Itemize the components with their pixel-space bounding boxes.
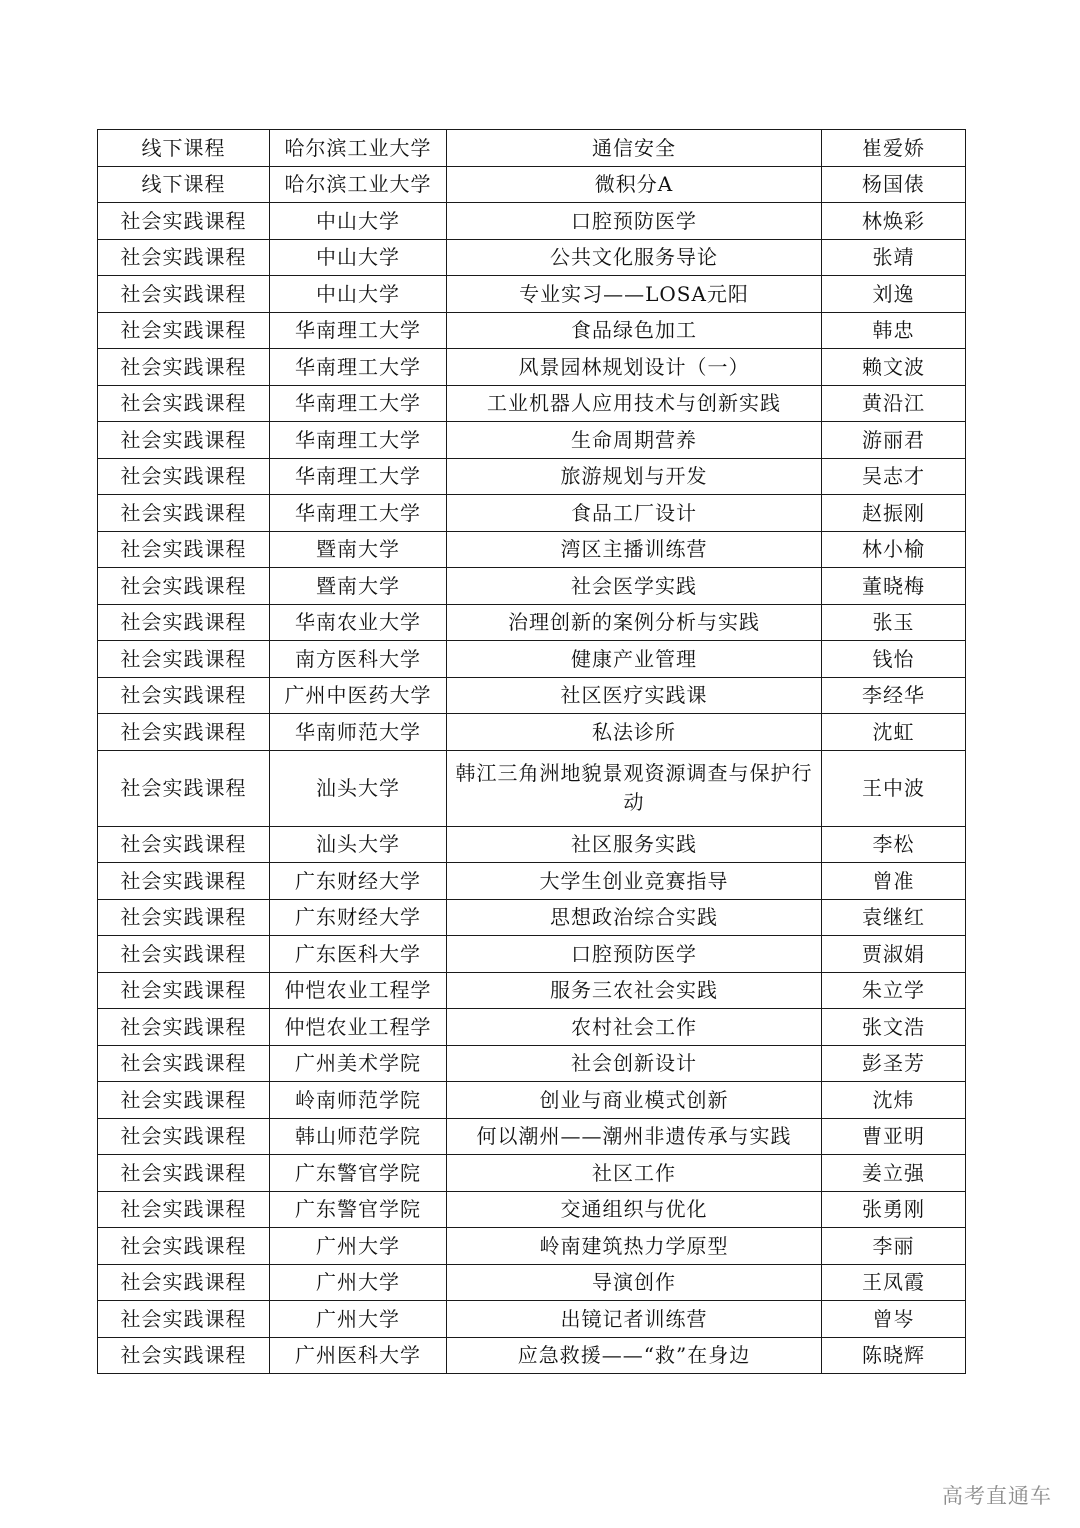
teacher-cell: 黄沿江 xyxy=(822,385,966,422)
course-type-cell: 社会实践课程 xyxy=(98,276,270,313)
teacher-cell: 李松 xyxy=(822,826,966,863)
teacher-cell: 李丽 xyxy=(822,1228,966,1265)
table-row xyxy=(98,130,966,167)
university-cell: 广东财经大学 xyxy=(270,863,447,900)
university-cell: 华南理工大学 xyxy=(270,312,447,349)
table-row xyxy=(98,349,966,386)
course-type-cell: 社会实践课程 xyxy=(98,677,270,714)
table-row xyxy=(98,166,966,203)
course-name-cell: 工业机器人应用技术与创新实践 xyxy=(447,385,822,422)
course-type-cell: 社会实践课程 xyxy=(98,1118,270,1155)
table-row xyxy=(98,1009,966,1046)
course-type-cell: 线下课程 xyxy=(98,130,270,167)
university-cell: 中山大学 xyxy=(270,203,447,240)
university-cell: 哈尔滨工业大学 xyxy=(270,130,447,167)
table-row xyxy=(98,1337,966,1374)
table-row xyxy=(98,495,966,532)
course-name-cell: 韩江三角洲地貌景观资源调查与保护行动 xyxy=(447,750,822,826)
teacher-cell: 曾岑 xyxy=(822,1301,966,1338)
course-name-cell: 服务三农社会实践 xyxy=(447,972,822,1009)
university-cell: 广州美术学院 xyxy=(270,1045,447,1082)
teacher-cell: 沈虹 xyxy=(822,714,966,751)
university-cell: 广东警官学院 xyxy=(270,1191,447,1228)
course-type-cell: 社会实践课程 xyxy=(98,1191,270,1228)
teacher-cell: 董晓梅 xyxy=(822,568,966,605)
table-row xyxy=(98,1118,966,1155)
university-cell: 华南理工大学 xyxy=(270,349,447,386)
course-type-cell: 社会实践课程 xyxy=(98,203,270,240)
course-name-cell: 食品绿色加工 xyxy=(447,312,822,349)
university-cell: 广东警官学院 xyxy=(270,1155,447,1192)
course-name-cell: 创业与商业模式创新 xyxy=(447,1082,822,1119)
teacher-cell: 吴志才 xyxy=(822,458,966,495)
university-cell: 暨南大学 xyxy=(270,568,447,605)
course-name-cell: 社区医疗实践课 xyxy=(447,677,822,714)
course-name-cell: 口腔预防医学 xyxy=(447,203,822,240)
course-type-cell: 社会实践课程 xyxy=(98,936,270,973)
university-cell: 仲恺农业工程学 xyxy=(270,972,447,1009)
watermark-text: 高考直通车 xyxy=(942,1484,1052,1508)
teacher-cell: 姜立强 xyxy=(822,1155,966,1192)
course-name-cell: 出镜记者训练营 xyxy=(447,1301,822,1338)
table-row xyxy=(98,899,966,936)
course-type-cell: 社会实践课程 xyxy=(98,422,270,459)
teacher-cell: 王凤霞 xyxy=(822,1264,966,1301)
university-cell: 汕头大学 xyxy=(270,826,447,863)
teacher-cell: 张靖 xyxy=(822,239,966,276)
table-row xyxy=(98,312,966,349)
course-name-cell: 大学生创业竞赛指导 xyxy=(447,863,822,900)
course-name-cell: 私法诊所 xyxy=(447,714,822,751)
course-type-cell: 社会实践课程 xyxy=(98,531,270,568)
course-type-cell: 社会实践课程 xyxy=(98,1045,270,1082)
course-type-cell: 线下课程 xyxy=(98,166,270,203)
university-cell: 广州大学 xyxy=(270,1264,447,1301)
course-type-cell: 社会实践课程 xyxy=(98,863,270,900)
course-name-cell: 导演创作 xyxy=(447,1264,822,1301)
course-name-cell: 应急救援——“救”在身边 xyxy=(447,1337,822,1374)
teacher-cell: 韩忠 xyxy=(822,312,966,349)
course-type-cell: 社会实践课程 xyxy=(98,495,270,532)
table-row xyxy=(98,750,966,826)
university-cell: 广州大学 xyxy=(270,1301,447,1338)
teacher-cell: 沈炜 xyxy=(822,1082,966,1119)
course-name-cell: 社会创新设计 xyxy=(447,1045,822,1082)
university-cell: 华南师范大学 xyxy=(270,714,447,751)
table-row xyxy=(98,1301,966,1338)
teacher-cell: 张玉 xyxy=(822,604,966,641)
teacher-cell: 曾准 xyxy=(822,863,966,900)
course-type-cell: 社会实践课程 xyxy=(98,239,270,276)
university-cell: 广东财经大学 xyxy=(270,899,447,936)
course-type-cell: 社会实践课程 xyxy=(98,1155,270,1192)
university-cell: 华南理工大学 xyxy=(270,458,447,495)
course-table-body xyxy=(98,130,966,1374)
table-row xyxy=(98,385,966,422)
course-type-cell: 社会实践课程 xyxy=(98,385,270,422)
course-name-cell: 通信安全 xyxy=(447,130,822,167)
teacher-cell: 崔爱娇 xyxy=(822,130,966,167)
teacher-cell: 陈晓辉 xyxy=(822,1337,966,1374)
table-row xyxy=(98,1045,966,1082)
university-cell: 仲恺农业工程学 xyxy=(270,1009,447,1046)
table-row xyxy=(98,203,966,240)
course-type-cell: 社会实践课程 xyxy=(98,899,270,936)
teacher-cell: 袁继红 xyxy=(822,899,966,936)
teacher-cell: 李经华 xyxy=(822,677,966,714)
teacher-cell: 杨国俵 xyxy=(822,166,966,203)
course-name-cell: 风景园林规划设计（一） xyxy=(447,349,822,386)
course-type-cell: 社会实践课程 xyxy=(98,604,270,641)
course-name-cell: 生命周期营养 xyxy=(447,422,822,459)
course-type-cell: 社会实践课程 xyxy=(98,714,270,751)
course-type-cell: 社会实践课程 xyxy=(98,1301,270,1338)
course-name-cell: 社区服务实践 xyxy=(447,826,822,863)
university-cell: 中山大学 xyxy=(270,276,447,313)
course-type-cell: 社会实践课程 xyxy=(98,1228,270,1265)
teacher-cell: 彭圣芳 xyxy=(822,1045,966,1082)
teacher-cell: 游丽君 xyxy=(822,422,966,459)
course-type-cell: 社会实践课程 xyxy=(98,1009,270,1046)
course-type-cell: 社会实践课程 xyxy=(98,826,270,863)
university-cell: 华南理工大学 xyxy=(270,422,447,459)
course-type-cell: 社会实践课程 xyxy=(98,1337,270,1374)
university-cell: 南方医科大学 xyxy=(270,641,447,678)
course-type-cell: 社会实践课程 xyxy=(98,972,270,1009)
table-row xyxy=(98,1228,966,1265)
course-name-cell: 何以潮州——潮州非遗传承与实践 xyxy=(447,1118,822,1155)
table-row xyxy=(98,239,966,276)
course-name-cell: 治理创新的案例分析与实践 xyxy=(447,604,822,641)
course-type-cell: 社会实践课程 xyxy=(98,568,270,605)
table-row xyxy=(98,531,966,568)
university-cell: 暨南大学 xyxy=(270,531,447,568)
teacher-cell: 张勇刚 xyxy=(822,1191,966,1228)
course-type-cell: 社会实践课程 xyxy=(98,641,270,678)
course-type-cell: 社会实践课程 xyxy=(98,458,270,495)
teacher-cell: 王中波 xyxy=(822,750,966,826)
course-table xyxy=(97,129,966,1374)
course-name-cell: 专业实习——LOSA元阳 xyxy=(447,276,822,313)
table-row xyxy=(98,604,966,641)
course-name-cell: 交通组织与优化 xyxy=(447,1191,822,1228)
course-name-cell: 微积分A xyxy=(447,166,822,203)
table-row xyxy=(98,1191,966,1228)
table-row xyxy=(98,936,966,973)
university-cell: 广州大学 xyxy=(270,1228,447,1265)
teacher-cell: 朱立学 xyxy=(822,972,966,1009)
course-name-cell: 农村社会工作 xyxy=(447,1009,822,1046)
table-row xyxy=(98,1264,966,1301)
teacher-cell: 赖文波 xyxy=(822,349,966,386)
course-name-cell: 公共文化服务导论 xyxy=(447,239,822,276)
course-type-cell: 社会实践课程 xyxy=(98,1082,270,1119)
table-row xyxy=(98,863,966,900)
course-name-cell: 健康产业管理 xyxy=(447,641,822,678)
course-name-cell: 旅游规划与开发 xyxy=(447,458,822,495)
course-type-cell: 社会实践课程 xyxy=(98,312,270,349)
university-cell: 韩山师范学院 xyxy=(270,1118,447,1155)
university-cell: 广东医科大学 xyxy=(270,936,447,973)
course-type-cell: 社会实践课程 xyxy=(98,1264,270,1301)
university-cell: 华南理工大学 xyxy=(270,495,447,532)
teacher-cell: 钱怡 xyxy=(822,641,966,678)
teacher-cell: 赵振刚 xyxy=(822,495,966,532)
teacher-cell: 贾淑娟 xyxy=(822,936,966,973)
teacher-cell: 刘逸 xyxy=(822,276,966,313)
teacher-cell: 林小榆 xyxy=(822,531,966,568)
teacher-cell: 曹亚明 xyxy=(822,1118,966,1155)
university-cell: 广州中医药大学 xyxy=(270,677,447,714)
teacher-cell: 林焕彩 xyxy=(822,203,966,240)
university-cell: 汕头大学 xyxy=(270,750,447,826)
table-row xyxy=(98,458,966,495)
table-row xyxy=(98,422,966,459)
table-row xyxy=(98,568,966,605)
university-cell: 中山大学 xyxy=(270,239,447,276)
table-row xyxy=(98,972,966,1009)
university-cell: 哈尔滨工业大学 xyxy=(270,166,447,203)
course-name-cell: 社会医学实践 xyxy=(447,568,822,605)
table-row xyxy=(98,1082,966,1119)
course-type-cell: 社会实践课程 xyxy=(98,750,270,826)
university-cell: 岭南师范学院 xyxy=(270,1082,447,1119)
course-name-cell: 思想政治综合实践 xyxy=(447,899,822,936)
course-type-cell: 社会实践课程 xyxy=(98,349,270,386)
course-name-cell: 湾区主播训练营 xyxy=(447,531,822,568)
university-cell: 华南理工大学 xyxy=(270,385,447,422)
course-name-cell: 岭南建筑热力学原型 xyxy=(447,1228,822,1265)
course-name-cell: 口腔预防医学 xyxy=(447,936,822,973)
course-name-cell: 食品工厂设计 xyxy=(447,495,822,532)
table-row xyxy=(98,276,966,313)
table-row xyxy=(98,714,966,751)
table-row xyxy=(98,1155,966,1192)
table-row xyxy=(98,641,966,678)
teacher-cell: 张文浩 xyxy=(822,1009,966,1046)
table-row xyxy=(98,677,966,714)
table-row xyxy=(98,826,966,863)
university-cell: 广州医科大学 xyxy=(270,1337,447,1374)
university-cell: 华南农业大学 xyxy=(270,604,447,641)
course-name-cell: 社区工作 xyxy=(447,1155,822,1192)
